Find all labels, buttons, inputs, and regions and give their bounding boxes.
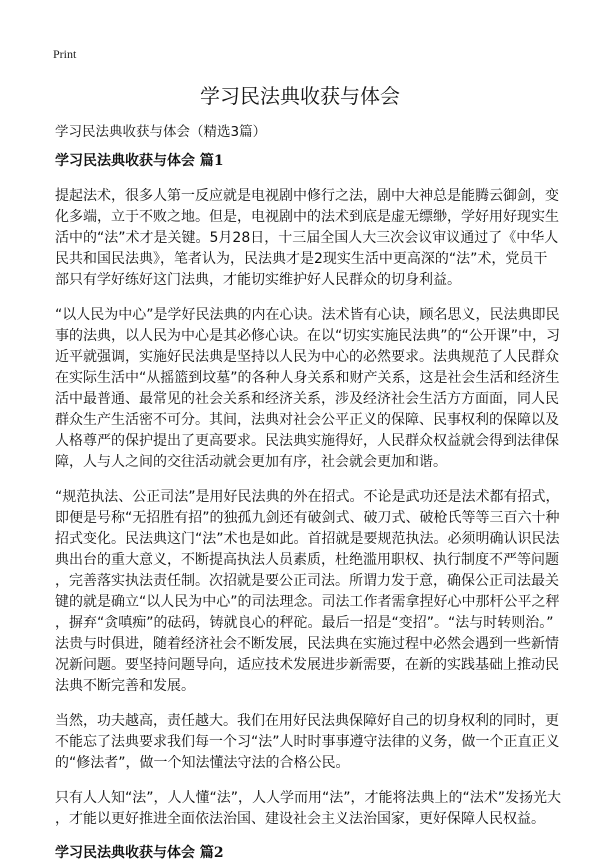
print-link[interactable]: Print: [53, 47, 77, 61]
paragraph-line: 民共和国民法典》，笔者认为，民法典才是2现实生活中更高深的“法”术，党员干: [55, 251, 548, 267]
paragraph-line: “规范执法、公正司法”是用好民法典的外在招式。不论是武功还是法术都有招式，: [55, 489, 560, 505]
paragraph-line: 化多端，立于不败之地。但是，电视剧中的法术到底是虚无缥缈，学好用好现实生: [55, 209, 559, 225]
paragraph-line: 况新问题。要坚持问题导向，适应技术发展进步新需要，在新的实践基础上推动民: [55, 657, 559, 673]
paragraph-line: 部只有学好练好这门法典，才能切实维护好人民群众的切身利益。: [55, 272, 461, 288]
paragraph-line: ，完善落实执法责任制。次招就是要公正司法。所谓力发于意，确保公正司法最关: [55, 573, 559, 589]
paragraph-line: 只有人人知“法”，人人懂“法”，人人学而用“法”，才能将法典上的“法术”发扬光大: [55, 790, 562, 806]
paragraph: [55, 487, 560, 697]
paragraph-line: 人格尊严的保护提出了更高要求。民法典实施得好，人民群众权益就会得到法律保: [55, 433, 559, 449]
paragraph-line: “以人民为中心”是学好民法典的内在心诀。法术皆有心诀，顾名思义，民法典即民: [55, 307, 560, 323]
section-heading: 学习民法典收获与体会 篇2: [55, 845, 224, 861]
paragraph-line: 典出台的重大意义，不断提高执法人员素质，杜绝滥用职权、执行制度不严等问题: [55, 552, 559, 568]
paragraph-line: 法贵与时俱进，随着经济社会不断发展，民法典在实施过程中必然会遇到一些新情: [55, 636, 559, 652]
paragraph-line: 招式变化。民法典这门“法”术也是如此。首招就是要规范执法。必须明确认识民法: [55, 531, 560, 547]
paragraph-line: 群众生产生活密不可分。其间，法典对社会公平正义的保障、民事权利的保障以及: [55, 412, 559, 428]
document-body: [55, 150, 562, 864]
paragraph: [55, 788, 562, 830]
paragraph-line: 键的就是确立“以人民为中心”的司法理念。司法工作者需拿捏好心中那杆公平之秤: [55, 594, 560, 610]
document-subtitle: 学习民法典收获与体会（精选3篇）: [55, 124, 267, 140]
document-title: 学习民法典收获与体会: [200, 84, 400, 108]
paragraph-line: 在实际生活中“从摇篮到坟墓”的各种人身关系和财产关系，这是社会生活和经济生: [55, 370, 560, 386]
paragraph-line: ，摒弃“贪嗔痴”的砝码，铸就良心的秤砣。最后一招是“变招”。“法与时转则治。”: [55, 615, 554, 631]
paragraph: [55, 711, 560, 774]
paragraph-line: 即便是号称“无招胜有招”的独孤九剑还有破剑式、破刀式、破枪氏等等三百六十种: [55, 510, 560, 526]
paragraph-line: ，才能以更好推进全面依法治国、建设社会主义法治国家，更好保障人民权益。: [55, 811, 545, 827]
paragraph-line: 障，人与人之间的交往活动就会更加有序，社会就会更加和谐。: [55, 454, 447, 470]
paragraph-line: 的“修法者”，做一个知法懂法守法的合格公民。: [55, 755, 350, 771]
paragraph-line: 提起法术，很多人第一反应就是电视剧中修行之法，剧中大神总是能腾云御剑，变: [55, 188, 559, 204]
paragraph: [55, 305, 561, 473]
paragraph-line: 活中最普通、最常见的社会关系和经济关系，涉及经济社会生活方方面面，同人民: [55, 391, 559, 407]
paragraph: [55, 186, 559, 291]
paragraph-line: 近平就强调，实施好民法典是坚持以人民为中心的必然要求。法典规范了人民群众: [55, 349, 559, 365]
paragraph-line: 法典不断完善和发展。: [55, 678, 195, 694]
paragraph-line: 事的法典，以人民为中心是其必修心诀。在以“切实实施民法典”的“公开课”中，习: [55, 328, 561, 344]
paragraph-line: 活中的“法”术才是关键。5月28日，十三届全国人大三次会议审议通过了《中华人: [55, 230, 559, 246]
paragraph-line: 不能忘了法典要求我们每一个习“法”人时时事事遵守法律的义务，做一个正直正义: [55, 734, 560, 750]
paragraph-line: 当然，功夫越高，责任越大。我们在用好民法典保障好自己的切身权利的同时，更: [55, 713, 559, 729]
section-heading: 学习民法典收获与体会 篇1: [55, 153, 224, 169]
